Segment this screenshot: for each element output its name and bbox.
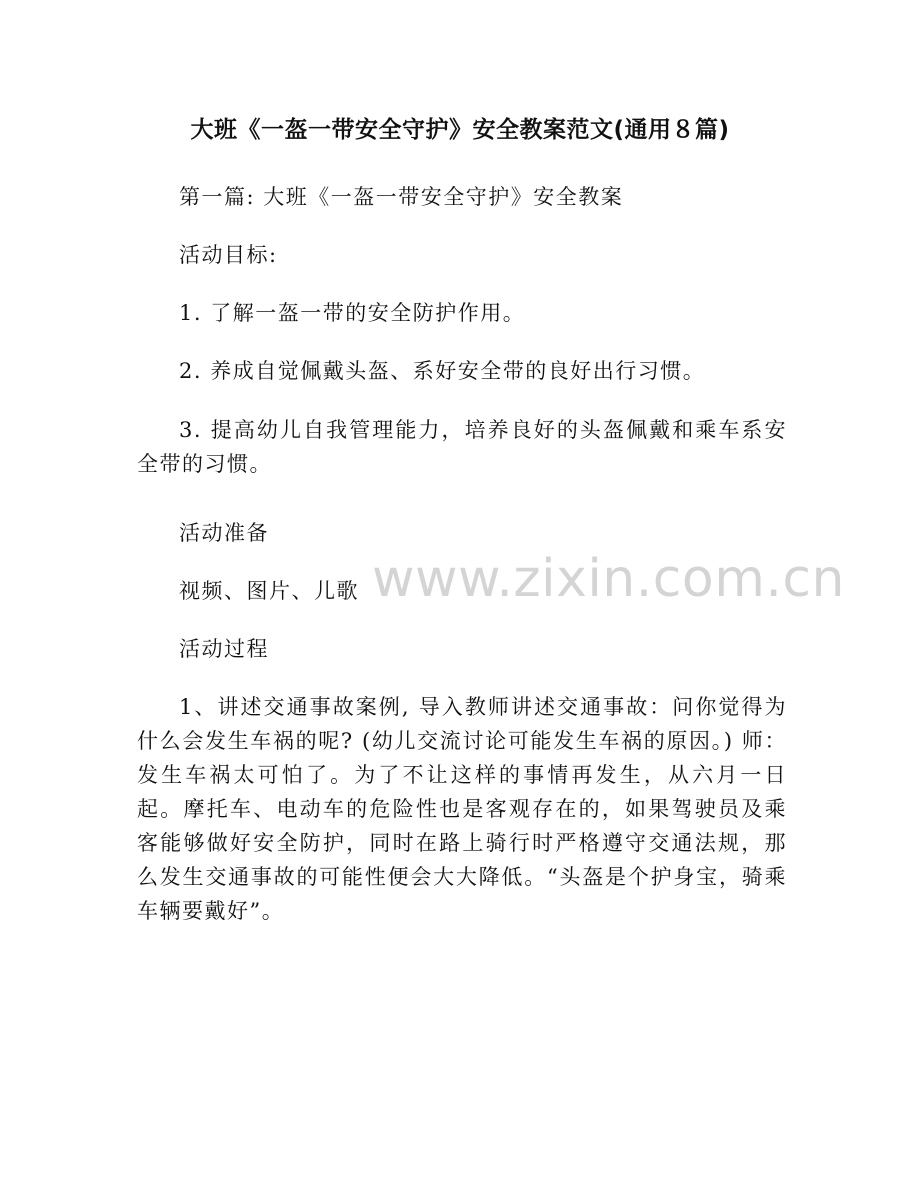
process-step-1: 1、讲述交通事故案例, 导入教师讲述交通事故：问你觉得为什么会发生车祸的呢? (幼儿交流讨论可能发生车祸的原因。) 师：发生车祸太可怕了。为了不让这样的事情再发生，从六月一日起。摩托车、电动车的危险性也是客观存在的，如果驾驶员及乘客能够做好安全防护，同时在路上骑行时严格遵守交通法规，那么发生交通事故的可能性便会大大降低。“头盔是个护身宝，骑乘车辆要戴好”。 [137,695,787,923]
activity-prep-heading: 活动准备 [179,521,269,545]
goal-item-2: 2. 养成自觉佩戴头盔、系好安全带的良好出行习惯。 [179,359,706,383]
activity-goals-heading: 活动目标: [179,243,278,267]
goal-item-3: 3. 提高幼儿自我管理能力，培养良好的头盔佩戴和乘车系安全带的习惯。 [137,418,787,476]
activity-prep-materials: 视频、图片、儿歌 [179,579,359,603]
goal-item-1: 1. 了解一盔一带的安全防护作用。 [179,301,526,325]
document-title: 大班《一盔一带安全守护》安全教案范文(通用８篇) [190,117,730,143]
activity-process-heading: 活动过程 [179,637,269,661]
watermark: www.zixin.com.cn [372,549,845,609]
section-heading-first: 第一篇: 大班《一盔一带安全守护》安全教案 [179,185,624,209]
